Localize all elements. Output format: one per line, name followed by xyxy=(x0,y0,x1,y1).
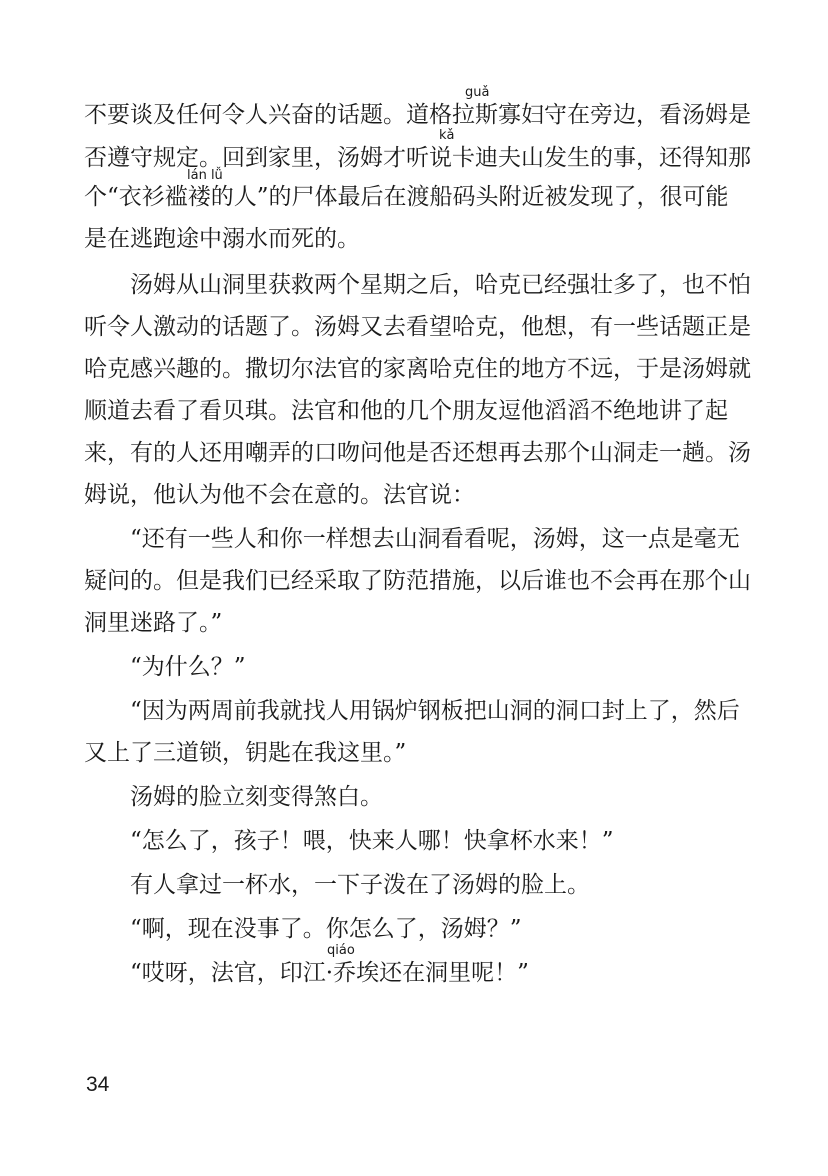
text-line: 汤姆从山洞里获救两个星期之后，哈克已经强壮多了，也不怕 xyxy=(130,272,751,298)
text-line: “怎么了，孩子！喂，快来人哪！快拿杯水来！” xyxy=(130,828,614,854)
text-line: “因为两周前我就找人用锅炉钢板把山洞的洞口封上了，然后 xyxy=(130,698,740,724)
text-line: 有人拿过一杯水，一下子泼在了汤姆的脸上。 xyxy=(130,872,590,898)
text-line: “哎呀，法官，印江·乔埃还在洞里呢！” xyxy=(130,960,529,986)
pinyin-annotation: qiáo xyxy=(327,943,355,958)
text-line: 是在逃跑途中溺水而死的。 xyxy=(84,226,360,252)
text-line: “啊，现在没事了。你怎么了，汤姆？” xyxy=(130,916,522,942)
text-line: 姆说，他认为他不会在意的。法官说： xyxy=(84,482,475,508)
text-line: “为什么？” xyxy=(130,654,246,680)
pinyin-annotation: kǎ xyxy=(439,128,455,143)
text-line: 汤姆的脸立刻变得煞白。 xyxy=(130,784,383,810)
text-line: “还有一些人和你一样想去山洞看看呢，汤姆，这一点是毫无 xyxy=(130,526,740,552)
page-number: 34 xyxy=(86,1073,110,1096)
text-line: 听令人激动的话题了。汤姆又去看望哈克，他想，有一些话题正是 xyxy=(84,314,751,340)
pinyin-annotation: lán lǚ xyxy=(187,168,223,183)
text-line: 哈克感兴趣的。撒切尔法官的家离哈克住的地方不远，于是汤姆就 xyxy=(84,356,751,382)
pinyin-annotation: guǎ xyxy=(465,85,490,100)
text-line: 洞里迷路了。” xyxy=(84,610,223,636)
text-line: 否遵守规定。回到家里，汤姆才听说卡迪夫山发生的事，还得知那 xyxy=(84,145,751,171)
text-line: 不要谈及任何令人兴奋的话题。道格拉斯寡妇守在旁边，看汤姆是 xyxy=(84,102,751,128)
text-line: 又上了三道锁，钥匙在我这里。” xyxy=(84,740,407,766)
text-line: 个“衣衫褴褛的人”的尸体最后在渡船码头附近被发现了，很可能 xyxy=(84,184,729,210)
text-line: 顺道去看了看贝琪。法官和他的几个朋友逗他滔滔不绝地讲了起 xyxy=(84,398,728,424)
text-line: 来，有的人还用嘲弄的口吻问他是否还想再去那个山洞走一趟。汤 xyxy=(84,440,751,466)
text-line: 疑问的。但是我们已经采取了防范措施，以后谁也不会再在那个山 xyxy=(84,568,751,594)
